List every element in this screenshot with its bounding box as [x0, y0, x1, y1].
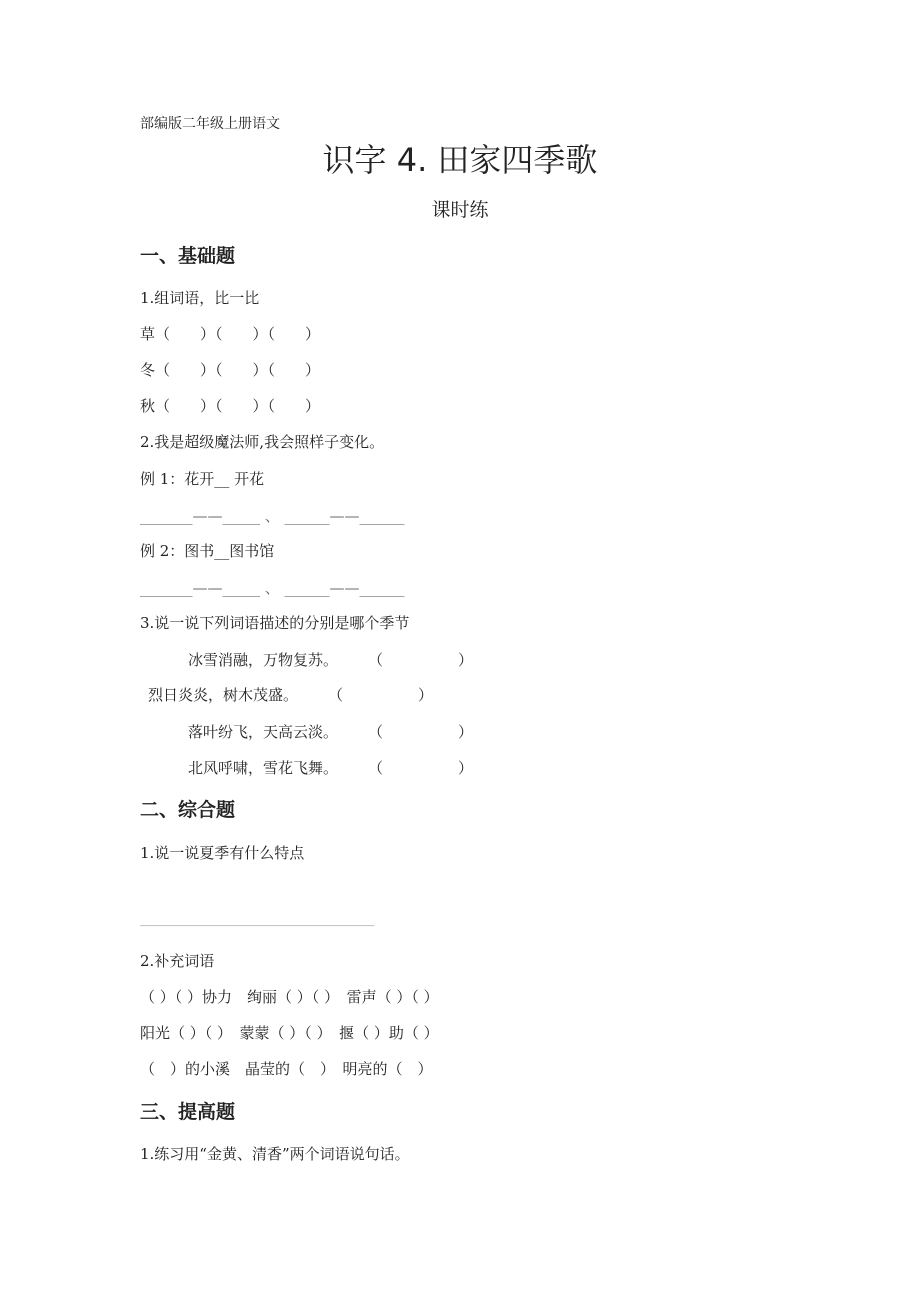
word-row: 冬（ ）（ ）（ ） — [140, 361, 321, 379]
word-row: 草（ ）（ ）（ ） — [140, 325, 321, 343]
question-text: 1.说一说夏季有什么特点 — [140, 844, 305, 862]
season-item — [188, 758, 474, 778]
answer-paren: （ ） — [328, 686, 434, 704]
word-fill-row: 阳光（ ）（ ） 蒙蒙（ ）（ ） 揠（ ）助（ ） — [140, 1024, 439, 1042]
blank-line: _______——_____ 、 ______——______ — [140, 579, 405, 597]
word-row: 秋（ ）（ ）（ ） — [140, 397, 321, 415]
question-text: 1.练习用“金黄、清香”两个词语说句话。 — [140, 1145, 410, 1163]
example-text: 例 2：图书__图书馆 — [140, 542, 275, 560]
word-fill-row: （ ）（ ）协力 绚丽（ ）（ ） 雷声（ ）（ ） — [140, 988, 439, 1006]
season-item — [188, 650, 474, 670]
answer-line: _______________________________________ — [140, 912, 374, 927]
season-item-text: 烈日炎炎，树木茂盛。 — [148, 686, 299, 704]
page-title: 识字 4. 田家四季歌 — [322, 141, 598, 179]
season-item — [148, 685, 434, 705]
question-text: 1.组词语，比一比 — [140, 289, 260, 307]
question-text: 3.说一说下列词语描述的分别是哪个季节 — [140, 614, 410, 632]
season-item — [188, 722, 474, 742]
question-text: 2.补充词语 — [140, 952, 215, 970]
season-item-text: 冰雪消融，万物复苏。 — [188, 651, 339, 669]
section-heading-comprehensive: 二、综合题 — [140, 799, 236, 821]
header-text: 部编版二年级上册语文 — [140, 116, 280, 132]
page-subtitle: 课时练 — [431, 199, 489, 221]
season-item-text: 落叶纷飞，天高云淡。 — [188, 723, 339, 741]
section-heading-advanced: 三、提高题 — [140, 1101, 236, 1123]
example-text: 例 1：花开__ 开花 — [140, 470, 265, 488]
section-heading-basic: 一、基础题 — [140, 245, 236, 267]
word-fill-row: （ ）的小溪 晶莹的（ ） 明亮的（ ） — [140, 1060, 433, 1078]
question-text: 2.我是超级魔法师,我会照样子变化。 — [140, 433, 385, 451]
season-item-text: 北风呼啸，雪花飞舞。 — [188, 759, 339, 777]
answer-paren: （ ） — [368, 723, 474, 741]
blank-line: _______——_____ 、 ______——______ — [140, 507, 405, 525]
answer-paren: （ ） — [368, 651, 474, 669]
answer-paren: （ ） — [368, 759, 474, 777]
